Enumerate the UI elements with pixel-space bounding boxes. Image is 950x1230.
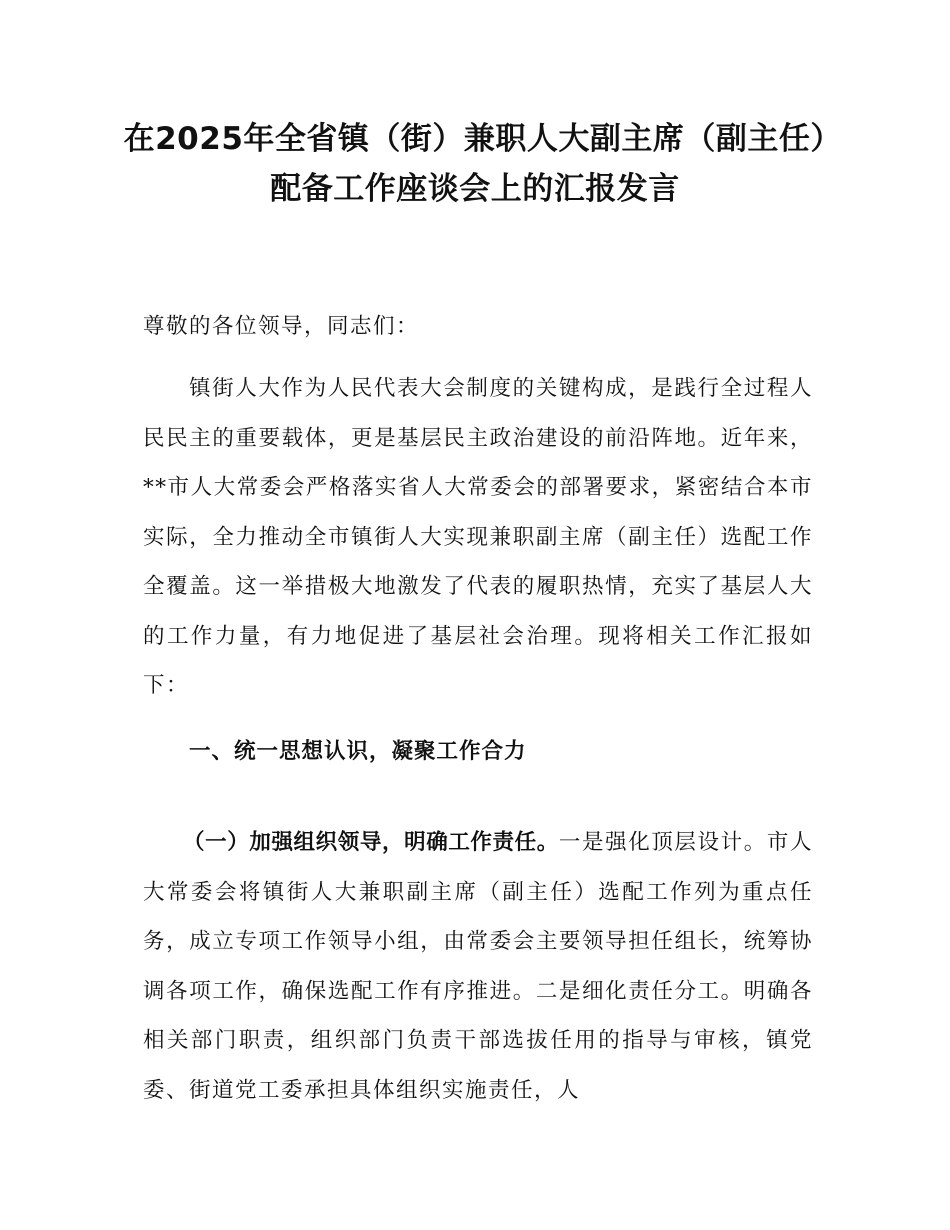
document-title: 在2025年全省镇（街）兼职人大副主席（副主任）配备工作座谈会上的汇报发言: [123, 121, 827, 207]
section-heading-1: 一、统一思想认识，凝聚工作合力: [189, 739, 527, 764]
subsection-body: 一是强化顶层设计。市人大常委会将镇街人大兼职副主席（副主任）选配工作列为重点任务，成立专项工作领导小组，由常委会主要领导担任组长，统筹协调各项工作，确保选配工作有序推进。二是细化责任分工。明确各相关部门职责，组织部门负责干部选拔任用的指导与审核，镇党委、街道党工委承担具体组织实施责任，人: [143, 830, 813, 1103]
intro-paragraph: 镇街人大作为人民代表大会制度的关键构成，是践行全过程人民民主的重要载体，更是基层民主政治建设的前沿阵地。近年来，**市人大常委会严格落实省人大常委会的部署要求，紧密结合本市实际，全力推动全市镇街人大实现兼职副主席（副主任）选配工作全覆盖。这一举措极大地激发了代表的履职热情，充实了基层人大的工作力量，有力地促进了基层社会治理。现将相关工作汇报如下：: [143, 376, 813, 698]
subsection-heading: （一）加强组织领导，明确工作责任。: [183, 830, 559, 855]
salutation: 尊敬的各位领导，同志们：: [143, 314, 420, 339]
subsection-paragraph: [143, 818, 813, 1115]
